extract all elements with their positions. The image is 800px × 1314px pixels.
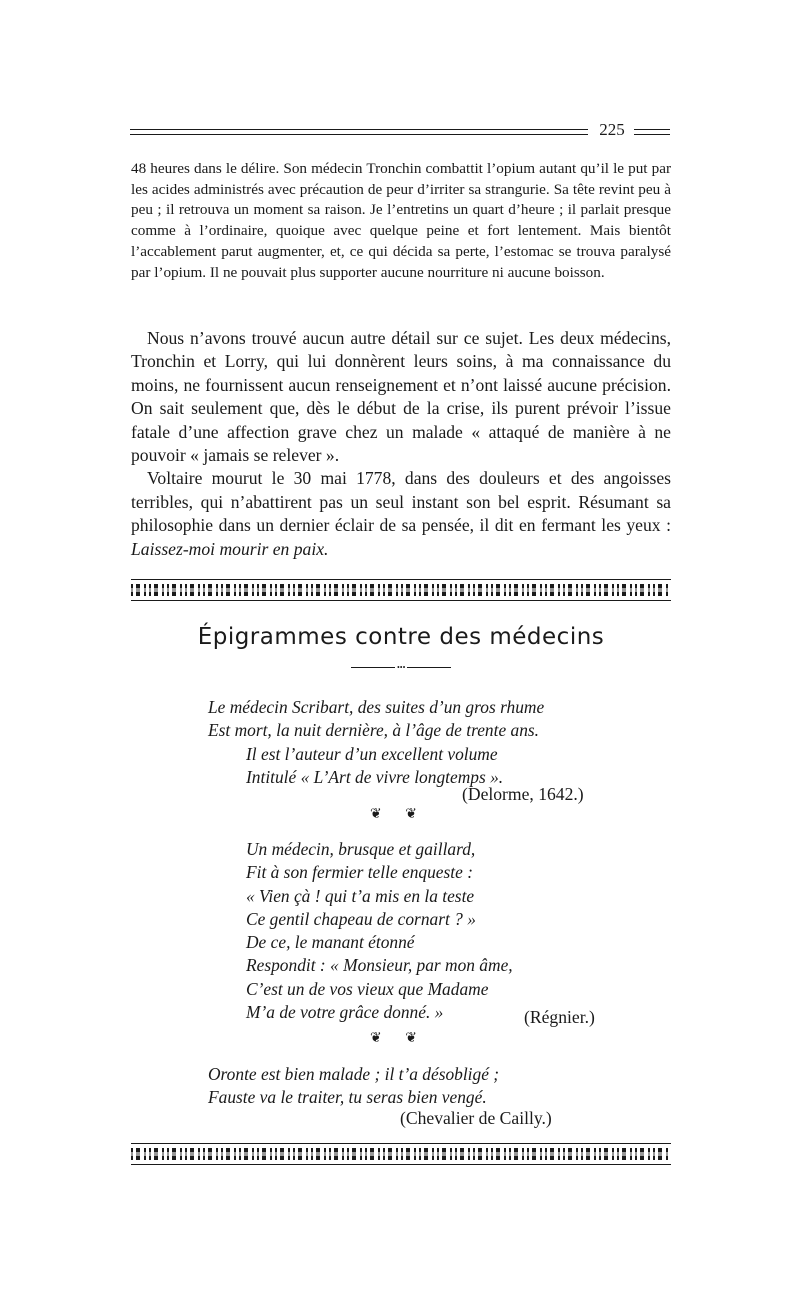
epigram-2-line: De ce, le manant étonné (246, 932, 415, 953)
separator-1: ❦ ❦ (370, 807, 427, 822)
section-title: Épigrammes contre des médecins (197, 624, 605, 650)
paragraph-small-text: 48 heures dans le délire. Son médecin Tronchin combattit l’opium autant qu’il le put par les acides administrés avec précaution de peur d’irriter sa strangurie. Sa tête revint peu à peu ; il retrouva un moment sa raison. Je l’entretins un quart d’heure ; il parlait presque comme à l’ordinaire, quoique avec quelque peine et fort lentement. Mais bientôt l’accablement parut augmenter, et, ce qui décida sa perte, l’estomac se trouva paralysé par l’opium. Il ne pouvait plus supporter aucune nourriture ni aucune boisson. (131, 160, 671, 281)
paragraph-2: Nous n’avons trouvé aucun autre détail sur ce sujet. Les deux médecins, Tronchin et Lorry, qui lui donnèrent leurs soins, à ma connaissance du moins, ne fournissent aucun renseignement et n’ont laissé aucune précision. On sait seulement que, dès le début de la crise, ils purent prévoir l’issue fatale d’une affection grave chez un malade « attaqué de manière à ne pouvoir « jamais se relever ». (131, 328, 671, 466)
title-rule (351, 663, 451, 672)
page-number: 225 (599, 120, 625, 139)
ornamental-band-top (131, 579, 671, 601)
epigram-2-attribution: (Régnier.) (524, 1007, 595, 1027)
paragraph-3-text: Voltaire mourut le 30 mai 1778, dans des douleurs et des angoisses terribles, qui n’abattirent pas un seul instant son bel esprit. Résumant sa philosophie dans un dernier éclair de sa pensée, il dit en fermant les yeux : (131, 468, 671, 536)
epigram-1-attribution: (Delorme, 1642.) (462, 784, 584, 804)
epigram-1-line: Est mort, la nuit dernière, à l’âge de trente ans. (208, 720, 540, 741)
header-rule-right (634, 129, 670, 135)
epigram-2-line: C’est un de vos vieux que Madame (246, 978, 489, 999)
body-text (131, 327, 671, 561)
epigram-2 (246, 838, 513, 1024)
epigram-2-line: « Vien çà ! qui t’a mis en la teste (246, 885, 475, 906)
epigram-1-line: Il est l’auteur d’un excellent volume (246, 743, 498, 764)
epigram-2-line: Un médecin, brusque et gaillard, (246, 839, 476, 859)
epigram-3-attribution: (Chevalier de Cailly.) (400, 1108, 552, 1128)
separator-2: ❦ ❦ (370, 1031, 427, 1046)
ornamental-band-bottom (131, 1143, 671, 1165)
epigram-1 (208, 696, 544, 789)
epigram-2-line: M’a de votre grâce donné. » (246, 1002, 444, 1023)
epigram-3-line: Fauste va le traiter, tu seras bien vengé. (208, 1087, 487, 1108)
paragraph-3 (131, 467, 671, 561)
epigram-2-line: Ce gentil chapeau de cornart ? » (246, 908, 476, 929)
epigram-2-line: Respondit : « Monsieur, par mon âme, (246, 955, 513, 976)
header-rule-left (130, 129, 588, 135)
title-ornament: ••• (397, 663, 406, 672)
running-head (130, 122, 670, 142)
quoted-paragraph (131, 159, 671, 283)
epigram-1-line: Le médecin Scribart, des suites d’un gros rhume (208, 697, 545, 717)
epigram-1-line: Intitulé « L’Art de vivre longtemps ». (246, 766, 504, 787)
paragraph-3-quote: Laissez-moi mourir en paix. (131, 538, 329, 559)
epigram-2-line: Fit à son fermier telle enqueste : (246, 862, 473, 883)
epigram-3-line: Oronte est bien malade ; il t’a désobligé ; (208, 1064, 500, 1084)
epigram-3 (208, 1063, 499, 1110)
